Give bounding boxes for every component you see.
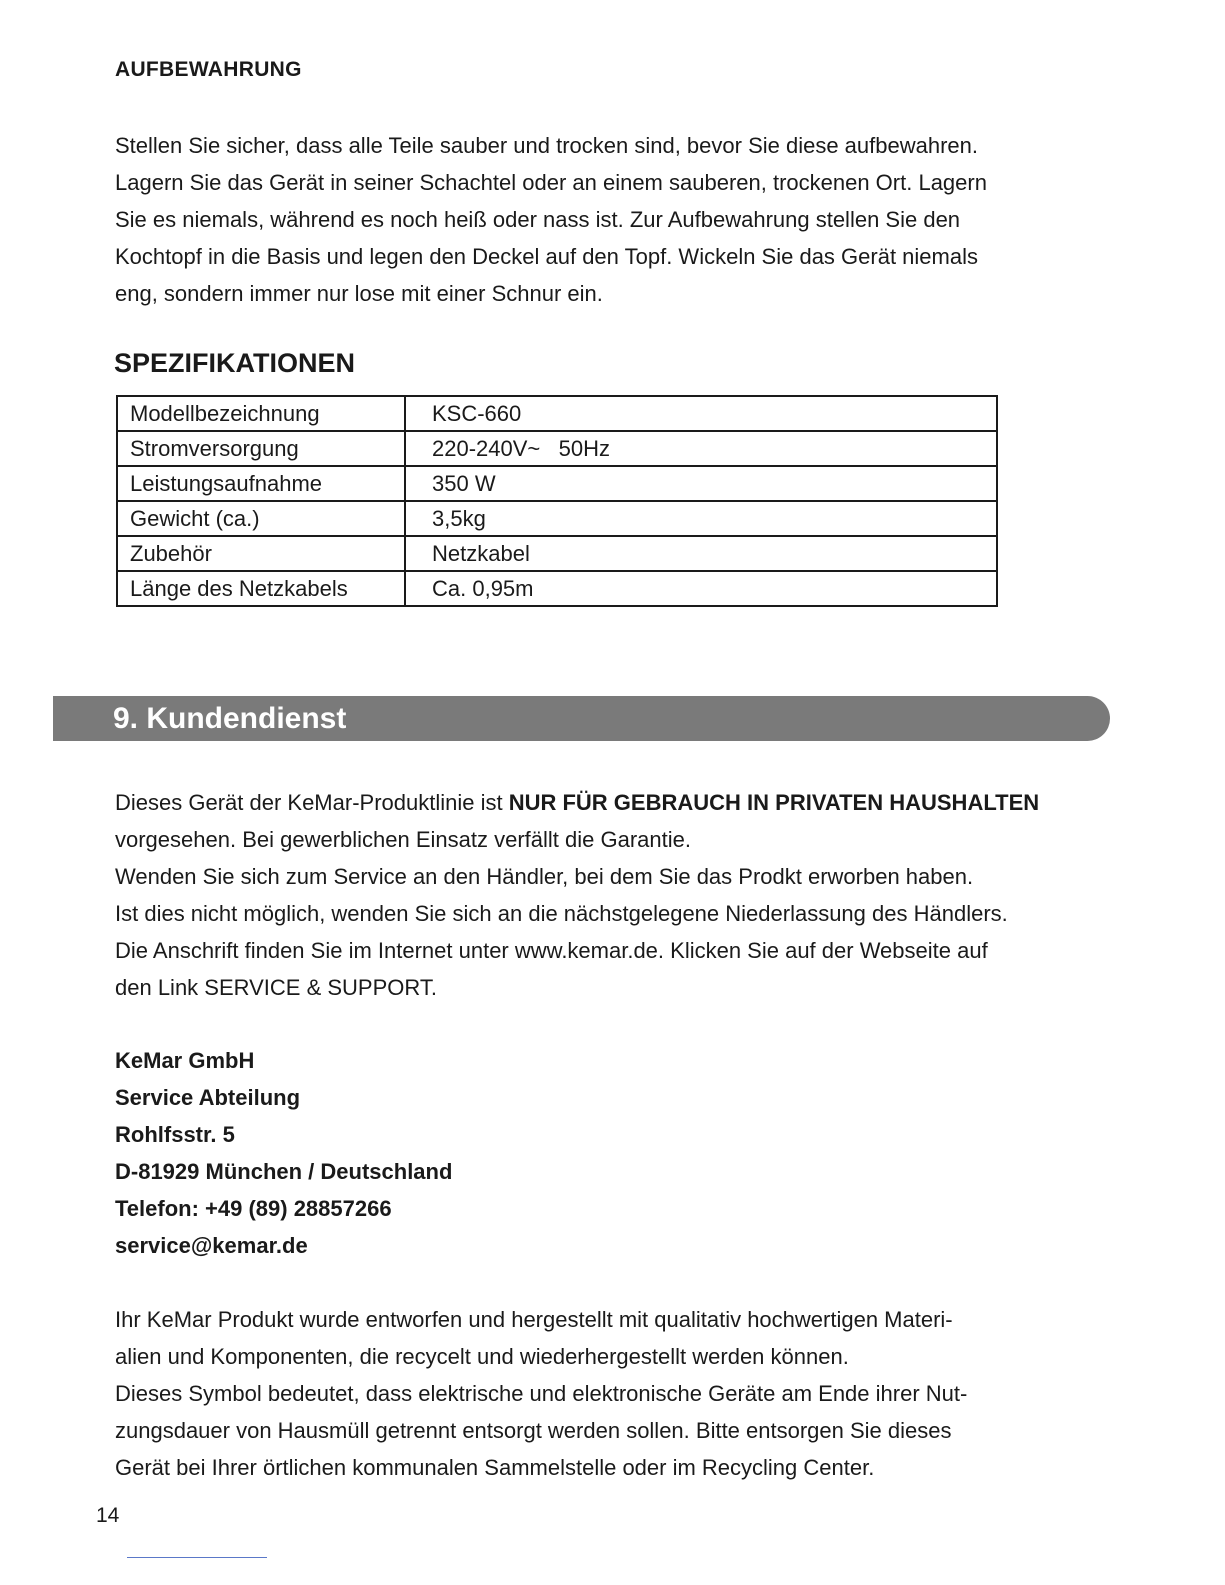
service-line: Die Anschrift finden Sie im Internet unter www.kemar.de. Klicken Sie auf der Webseite auf xyxy=(115,938,988,963)
service-intro-text: Dieses Gerät der KeMar-Produktlinie ist xyxy=(115,790,509,815)
storage-line: Stellen Sie sicher, dass alle Teile sauber und trocken sind, bevor Sie diese aufbewahren. xyxy=(115,133,979,158)
service-line: den Link SERVICE & SUPPORT. xyxy=(115,975,437,1000)
table-row xyxy=(117,431,997,466)
section-banner xyxy=(53,696,1110,741)
service-line: Ist dies nicht möglich, wenden Sie sich an die nächstgelegene Niederlassung des Händlers. xyxy=(115,901,1008,926)
address-block xyxy=(115,1042,452,1264)
spec-key: Leistungsaufnahme xyxy=(117,466,405,501)
service-intro-line xyxy=(115,784,1125,821)
address-company: KeMar GmbH xyxy=(115,1048,255,1073)
storage-paragraph xyxy=(115,127,1115,312)
storage-line: Lagern Sie das Gerät in seiner Schachtel oder an einem sauberen, trockenen Ort. Lagern xyxy=(115,170,987,195)
table-row xyxy=(117,466,997,501)
table-row xyxy=(117,501,997,536)
storage-line: Kochtopf in die Basis und legen den Deckel auf den Topf. Wickeln Sie das Gerät niemals xyxy=(115,244,978,269)
address-phone: Telefon: +49 (89) 28857266 xyxy=(115,1196,392,1221)
storage-line: Sie es niemals, während es noch heiß oder nass ist. Zur Aufbewahrung stellen Sie den xyxy=(115,207,961,232)
storage-heading: AUFBEWAHRUNG xyxy=(115,58,302,81)
storage-line: eng, sondern immer nur lose mit einer Schnur ein. xyxy=(115,281,603,306)
specs-table xyxy=(116,395,998,607)
address-department: Service Abteilung xyxy=(115,1085,301,1110)
service-paragraph xyxy=(115,784,1125,1006)
spec-value: Ca. 0,95m xyxy=(405,571,997,606)
disposal-paragraph xyxy=(115,1301,1115,1486)
address-email: service@kemar.de xyxy=(115,1233,308,1258)
disposal-line: Gerät bei Ihrer örtlichen kommunalen Sammelstelle oder im Recycling Center. xyxy=(115,1455,875,1480)
specs-heading: SPEZIFIKATIONEN xyxy=(114,348,356,378)
spec-key: Stromversorgung xyxy=(117,431,405,466)
spec-key: Modellbezeichnung xyxy=(117,396,405,431)
disposal-line: alien und Komponenten, die recycelt und wiederhergestellt werden können. xyxy=(115,1344,849,1369)
service-line: Wenden Sie sich zum Service an den Händler, bei dem Sie das Prodkt erworben haben. xyxy=(115,864,974,889)
spec-key: Länge des Netzkabels xyxy=(117,571,405,606)
address-city: D-81929 München / Deutschland xyxy=(115,1159,453,1184)
spec-value: 3,5kg xyxy=(405,501,997,536)
address-street: Rohlfsstr. 5 xyxy=(115,1122,235,1147)
table-row xyxy=(117,571,997,606)
disposal-line: Ihr KeMar Produkt wurde entworfen und hergestellt mit qualitativ hochwertigen Materi- xyxy=(115,1307,953,1332)
disposal-line: zungsdauer von Hausmüll getrennt entsorgt werden sollen. Bitte entsorgen Sie dieses xyxy=(115,1418,952,1443)
spec-value: KSC-660 xyxy=(405,396,997,431)
spec-value: 220-240V~ 50Hz xyxy=(405,431,997,466)
spec-value: 350 W xyxy=(405,466,997,501)
spec-key: Zubehör xyxy=(117,536,405,571)
page-number: 14 xyxy=(96,1504,120,1527)
disposal-line: Dieses Symbol bedeutet, dass elektrische und elektronische Geräte am Ende ihrer Nut- xyxy=(115,1381,968,1406)
service-intro-emphasis: NUR FÜR GEBRAUCH IN PRIVATEN HAUSHALTEN xyxy=(508,790,1040,815)
spec-value: Netzkabel xyxy=(405,536,997,571)
spec-key: Gewicht (ca.) xyxy=(117,501,405,536)
divider xyxy=(127,1557,267,1558)
table-row xyxy=(117,396,997,431)
section-title: 9. Kundendienst xyxy=(113,702,347,735)
service-line: vorgesehen. Bei gewerblichen Einsatz verfällt die Garantie. xyxy=(115,827,691,852)
table-row xyxy=(117,536,997,571)
